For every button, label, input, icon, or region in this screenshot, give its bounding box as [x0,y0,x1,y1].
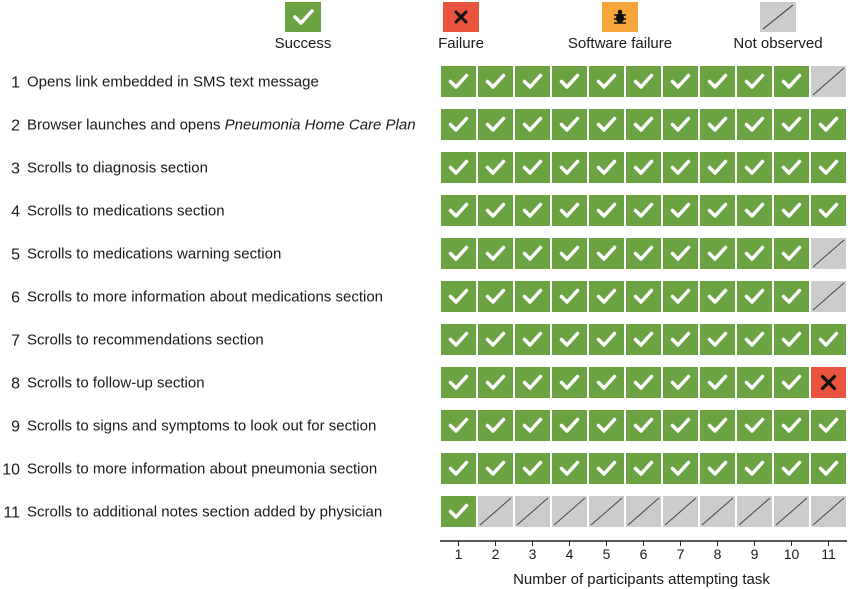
row-number: 9 [11,418,20,436]
row-label: Browser launches and opens Pneumonia Home Care Plan [27,116,416,134]
grid-cell [774,281,809,312]
grid-cell [626,195,661,226]
row-number: 6 [11,289,20,307]
x-tick-label: 5 [602,546,611,562]
grid-cell [774,152,809,183]
grid-cell [663,152,698,183]
grid-cell [700,66,735,97]
grid-cell [589,281,624,312]
grid-cell [515,496,550,527]
grid-cell [478,367,513,398]
grid-cell [441,453,476,484]
grid-cell [774,109,809,140]
grid-cell [552,152,587,183]
grid-cell [441,367,476,398]
row-label: Scrolls to more information about pneumonia section [27,460,378,478]
grid-cell [515,453,550,484]
row-label: Scrolls to more information about medications section [27,288,384,306]
grid-cell [515,152,550,183]
grid-cell [663,453,698,484]
grid-cell [552,496,587,527]
row-label: Scrolls to diagnosis section [27,159,208,177]
grid-cell [626,324,661,355]
row-number: 10 [2,461,20,479]
grid-cell [774,66,809,97]
grid-cell [552,324,587,355]
grid-cell [737,66,772,97]
x-tick-label: 11 [821,546,836,562]
grid-cell [478,324,513,355]
grid-cell [478,152,513,183]
x-tick-label: 8 [713,546,722,562]
row-number: 3 [11,160,20,178]
grid-cell [441,109,476,140]
grid-cell [774,453,809,484]
grid-cell [811,410,846,441]
grid-cell [700,496,735,527]
x-tick-label: 3 [528,546,537,562]
row-label: Scrolls to medications warning section [27,245,282,263]
x-tick-label: 9 [750,546,759,562]
grid-cell [737,238,772,269]
grid-cell [700,195,735,226]
grid-cell [552,410,587,441]
grid-cell [737,410,772,441]
grid-cell [663,109,698,140]
grid-cell [478,453,513,484]
grid-cell [811,453,846,484]
grid-cell [441,152,476,183]
grid-cell [478,410,513,441]
grid-cell [663,367,698,398]
grid-cell [626,410,661,441]
grid-cell [626,66,661,97]
grid-cell [441,195,476,226]
grid-cell [700,238,735,269]
grid-cell [589,367,624,398]
grid-cell [552,109,587,140]
grid-cell [774,324,809,355]
x-tick-label: 2 [491,546,500,562]
grid-cell [515,195,550,226]
grid-cell [515,66,550,97]
grid-cell [552,238,587,269]
grid-cell [515,324,550,355]
grid-cell [515,238,550,269]
grid-cell [441,410,476,441]
row-label: Scrolls to signs and symptoms to look out for section [27,417,377,435]
grid-cell [626,281,661,312]
grid-cell [774,195,809,226]
grid-cell [811,496,846,527]
row-label: Scrolls to follow-up section [27,374,205,392]
x-tick-label: 7 [676,546,685,562]
row-number: 4 [11,203,20,221]
grid-cell [552,195,587,226]
row-label: Scrolls to medications section [27,202,225,220]
grid-cell [589,109,624,140]
grid-cell [774,367,809,398]
legend-failure-label: Failure [438,35,484,52]
grid-cell [589,195,624,226]
grid-cell [626,496,661,527]
grid-cell [663,410,698,441]
grid-cell [478,238,513,269]
grid-cell [700,367,735,398]
x-axis-label: Number of participants attempting task [513,571,770,588]
row-number: 8 [11,375,20,393]
grid-cell [700,453,735,484]
row-number: 11 [3,504,20,522]
grid-cell [811,367,846,398]
grid-cell [478,195,513,226]
grid-cell [626,367,661,398]
grid-cell [811,195,846,226]
grid-cell [737,195,772,226]
grid-cell [737,109,772,140]
x-tick-label: 4 [565,546,574,562]
grid-cell [811,109,846,140]
grid-cell [478,496,513,527]
grid-cell [811,66,846,97]
row-number: 7 [11,332,20,350]
grid-cell [441,324,476,355]
grid-cell [626,152,661,183]
grid-cell [441,238,476,269]
grid-cell [737,367,772,398]
grid-cell [700,324,735,355]
grid-cell [589,453,624,484]
grid-cell [552,281,587,312]
grid-cell [700,410,735,441]
grid-cell [700,109,735,140]
row-number: 1 [11,74,20,92]
grid-cell [737,453,772,484]
grid-cell [811,324,846,355]
grid-cell [737,324,772,355]
grid-cell [811,238,846,269]
row-number: 5 [11,246,20,264]
grid-cell [811,152,846,183]
grid-cell [663,324,698,355]
grid-cell [589,66,624,97]
x-tick-label: 10 [783,546,800,562]
row-number: 2 [11,117,20,135]
grid-cell [774,238,809,269]
grid-cell [515,367,550,398]
grid-cell [478,281,513,312]
grid-cell [589,410,624,441]
row-label: Scrolls to additional notes section added by physician [27,503,383,521]
row-label: Scrolls to recommendations section [27,331,264,349]
grid-cell [700,281,735,312]
grid-cell [811,281,846,312]
grid-cell [663,195,698,226]
grid-cell [552,66,587,97]
grid-cell [663,238,698,269]
grid-cell [700,152,735,183]
grid-cell [737,496,772,527]
grid-cell [774,496,809,527]
grid-cell [626,238,661,269]
grid-cell [515,410,550,441]
legend-success-label: Success [274,35,332,52]
grid-cell [737,281,772,312]
grid-cell [478,66,513,97]
grid-cell [589,238,624,269]
legend-na-label: Not observed [733,35,823,52]
legend-software-label: Software failure [567,35,673,52]
grid-cell [589,324,624,355]
grid-cell [552,367,587,398]
grid-cell [737,152,772,183]
grid-cell [663,66,698,97]
row-label: Opens link embedded in SMS text message [27,73,319,91]
grid-cell [663,496,698,527]
grid-cell [589,152,624,183]
grid-cell [626,109,661,140]
grid-cell [515,281,550,312]
grid-cell [441,66,476,97]
x-tick-label: 6 [639,546,648,562]
grid-cell [663,281,698,312]
grid-cell [441,281,476,312]
grid-cell [515,109,550,140]
grid-cell [774,410,809,441]
grid-cell [478,109,513,140]
grid-cell [589,496,624,527]
x-tick-label: 1 [454,546,463,562]
grid-cell [441,496,476,527]
grid-cell [552,453,587,484]
grid-cell [626,453,661,484]
